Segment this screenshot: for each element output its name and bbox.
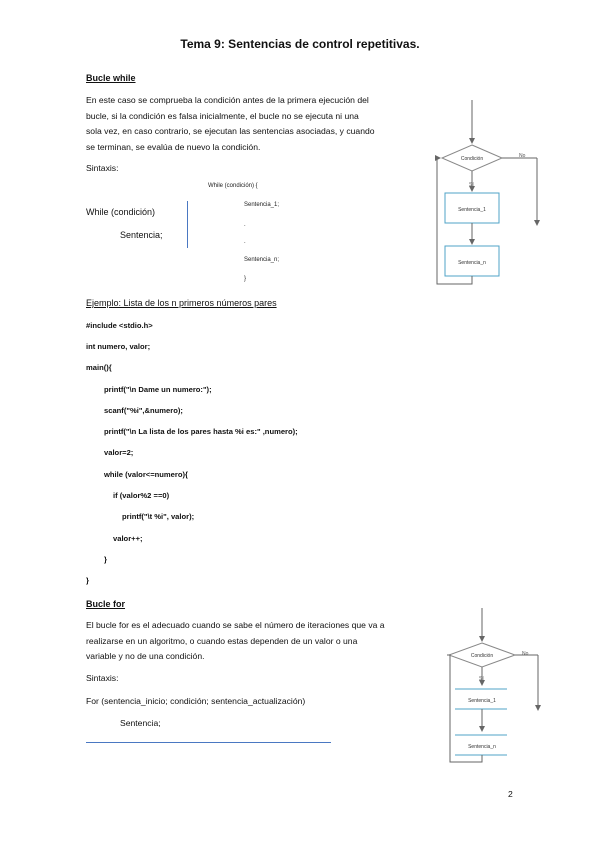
code-line: valor=2; <box>104 448 134 457</box>
page-title: Tema 9: Sentencias de control repetitivas. <box>180 37 420 51</box>
code-line: printf("\t %i", valor); <box>122 512 195 521</box>
for-flow-box1-label: Sentencia_1 <box>468 698 496 704</box>
syntax-divider <box>187 201 188 248</box>
while-syntax-right-line: Sentencia_n; <box>244 257 280 263</box>
while-flow-condition: Condición <box>460 156 484 162</box>
while-syntax-right-line: . <box>244 239 246 245</box>
for-flowchart <box>430 605 560 770</box>
for-heading: Bucle for <box>86 599 126 609</box>
while-syntax-right-line: . <box>244 222 246 228</box>
while-paragraph-line: bucle, si la condición es falsa inicialmente, el bucle no se ejecuta ni una <box>86 110 359 121</box>
while-paragraph <box>86 93 375 155</box>
for-underline <box>86 742 331 743</box>
while-syntax-label: Sintaxis: <box>86 163 119 173</box>
while-flow-yes: Sí <box>469 182 474 188</box>
code-line: printf("\n La lista de los pares hasta %i es:" ,numero); <box>104 427 298 436</box>
while-flow-no: No <box>519 153 526 159</box>
while-syntax-right-line: } <box>244 276 247 282</box>
for-flow-yes: Sí <box>479 676 484 682</box>
for-paragraph <box>86 618 385 665</box>
code-line: #include <stdio.h> <box>86 321 153 330</box>
for-paragraph-line: realizarse en un algoritmo, o cuando estas dependen de un valor o una <box>86 635 358 646</box>
example-heading: Ejemplo: Lista de los n primeros números pares <box>86 298 277 308</box>
while-paragraph-line: En este caso se comprueba la condición antes de la primera ejecución del <box>86 95 369 105</box>
for-flow-box2-label: Sentencia_n <box>468 744 496 750</box>
code-line: valor++; <box>113 534 143 543</box>
while-flow-box2-label: Sentencia_n <box>458 260 486 266</box>
code-line: scanf("%i",&numero); <box>104 406 183 415</box>
while-paragraph-line: se terminan, se evalúa de nuevo la condición. <box>86 141 261 152</box>
while-heading: Bucle while <box>86 73 136 83</box>
code-line: main(){ <box>86 363 112 372</box>
while-syntax-left-line: While (condición) <box>86 207 156 217</box>
for-syntax-line: For (sentencia_inicio; condición; sentencia_actualización) <box>86 696 306 706</box>
while-paragraph-line: sola vez, en caso contrario, se ejecutan las sentencias asociadas, y cuando <box>86 126 375 136</box>
code-line: int numero, valor; <box>86 342 151 351</box>
page-number: 2 <box>508 789 513 799</box>
for-statement: Sentencia; <box>120 718 161 728</box>
for-paragraph-line: variable y no de una condición. <box>86 651 205 661</box>
for-flow-no: No <box>522 651 529 657</box>
for-syntax-label: Sintaxis: <box>86 673 119 683</box>
while-flowchart <box>425 95 555 295</box>
code-line: } <box>104 555 107 564</box>
for-flow-condition: Condición <box>470 653 494 659</box>
code-line: printf("\n Dame un numero:"); <box>104 385 212 394</box>
code-line: if (valor%2 ==0) <box>113 491 170 500</box>
while-syntax-left-line: Sentencia; <box>120 230 163 240</box>
for-paragraph-line: El bucle for es el adecuado cuando se sabe el número de iteraciones que va a <box>86 620 385 630</box>
while-syntax-right-line: Sentencia_1; <box>244 202 280 208</box>
code-line: while (valor<=numero){ <box>104 470 188 479</box>
while-syntax-right-line: While (condición) { <box>208 183 258 189</box>
while-flow-box1-label: Sentencia_1 <box>458 207 486 213</box>
code-line: } <box>86 576 89 585</box>
